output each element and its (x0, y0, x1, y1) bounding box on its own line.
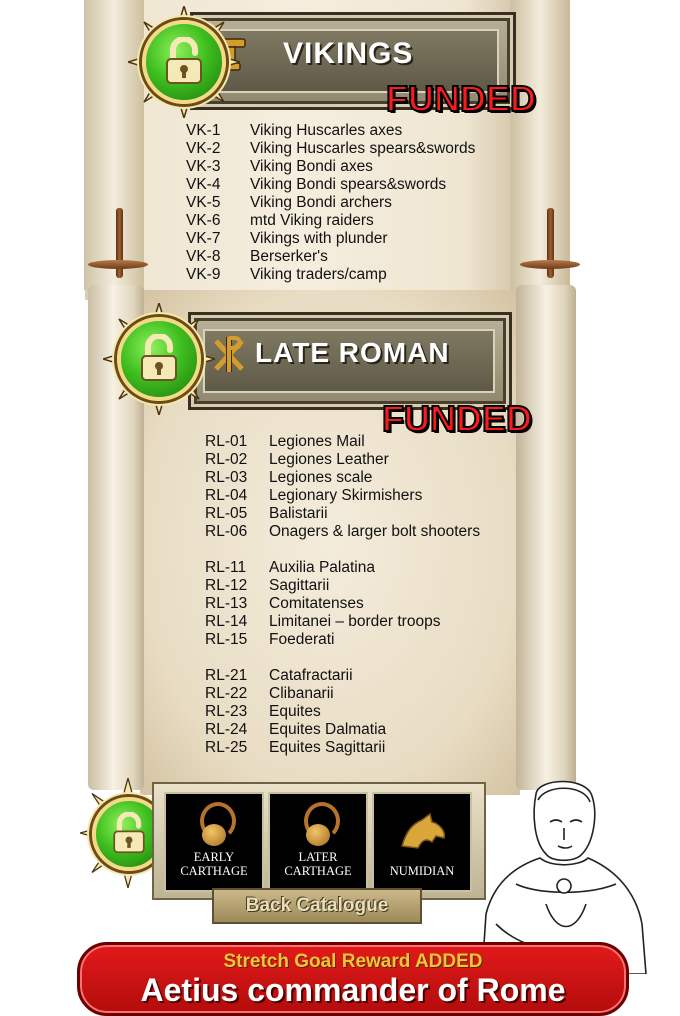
late-roman-lock-badge (103, 303, 215, 415)
list-item: VK-2 Viking Huscarles spears&swords (186, 140, 476, 157)
list-item: RL-02 Legiones Leather (205, 451, 389, 468)
list-item: RL-22 Clibanarii (205, 685, 334, 702)
list-item: VK-4 Viking Bondi spears&swords (186, 176, 447, 193)
list-item: VK-8 Berserker's (186, 248, 328, 265)
late-roman-banner (188, 312, 512, 410)
list-item: RL-14 Limitanei – border troops (205, 613, 441, 630)
late-roman-list (205, 433, 480, 757)
list-spacer (205, 541, 480, 559)
list-item: RL-01 Legiones Mail (205, 433, 365, 450)
list-item: RL-03 Legiones scale (205, 469, 373, 486)
later-carthage-card[interactable]: LATER CARTHAGE (268, 792, 368, 892)
list-spacer (205, 649, 480, 667)
list-item: RL-15 Foederati (205, 631, 335, 648)
reward-title: Aetius commander of Rome (140, 972, 566, 1008)
list-item: RL-23 Equites (205, 703, 321, 720)
list-item: RL-24 Equites Dalmatia (205, 721, 387, 738)
list-item: VK-9 Viking traders/camp (186, 266, 387, 283)
chi-rho-icon (209, 334, 249, 374)
list-item: VK-7 Vikings with plunder (186, 230, 388, 247)
horse-head-icon (396, 812, 448, 852)
list-item: RL-06 Onagers & larger bolt shooters (205, 523, 481, 540)
scroll-handle-disc-right (520, 260, 580, 269)
back-catalogue-button[interactable]: Back Catalogue (212, 888, 422, 924)
unlocked-padlock-icon (142, 20, 226, 104)
unlocked-padlock-icon (117, 317, 201, 401)
back-catalogue-panel (152, 782, 486, 900)
numidian-card[interactable]: NUMIDIAN (372, 792, 472, 892)
reward-subtitle: Stretch Goal Reward ADDED (223, 951, 483, 972)
medallion-icon (306, 824, 330, 846)
list-item: RL-13 Comitatenses (205, 595, 364, 612)
late-roman-title: LATE ROMAN (255, 337, 450, 368)
early-carthage-card[interactable]: EARLY CARTHAGE (164, 792, 264, 892)
scroll-roller-right (516, 285, 576, 790)
list-item: VK-6 mtd Viking raiders (186, 212, 374, 229)
list-item: RL-12 Sagittarii (205, 577, 330, 594)
scroll-handle-disc-left (88, 260, 148, 269)
vikings-title: VIKINGS (283, 37, 414, 70)
stretch-goal-reward-banner (77, 942, 629, 1016)
list-item: VK-3 Viking Bondi axes (186, 158, 373, 175)
vikings-list (186, 122, 475, 284)
list-item: VK-1 Viking Huscarles axes (186, 122, 403, 139)
late-roman-funded-label: FUNDED (382, 398, 532, 439)
vikings-funded-label: FUNDED (386, 78, 536, 119)
list-item: RL-21 Catafractarii (205, 667, 353, 684)
list-item: RL-05 Balistarii (205, 505, 328, 522)
list-item: RL-25 Equites Sagittarii (205, 739, 386, 756)
medallion-icon (202, 824, 226, 846)
vikings-lock-badge (128, 6, 240, 118)
list-item: RL-11 Auxilia Palatina (205, 559, 375, 576)
scroll-roller-top-right (510, 0, 570, 290)
list-item: RL-04 Legionary Skirmishers (205, 487, 423, 504)
list-item: VK-5 Viking Bondi archers (186, 194, 392, 211)
